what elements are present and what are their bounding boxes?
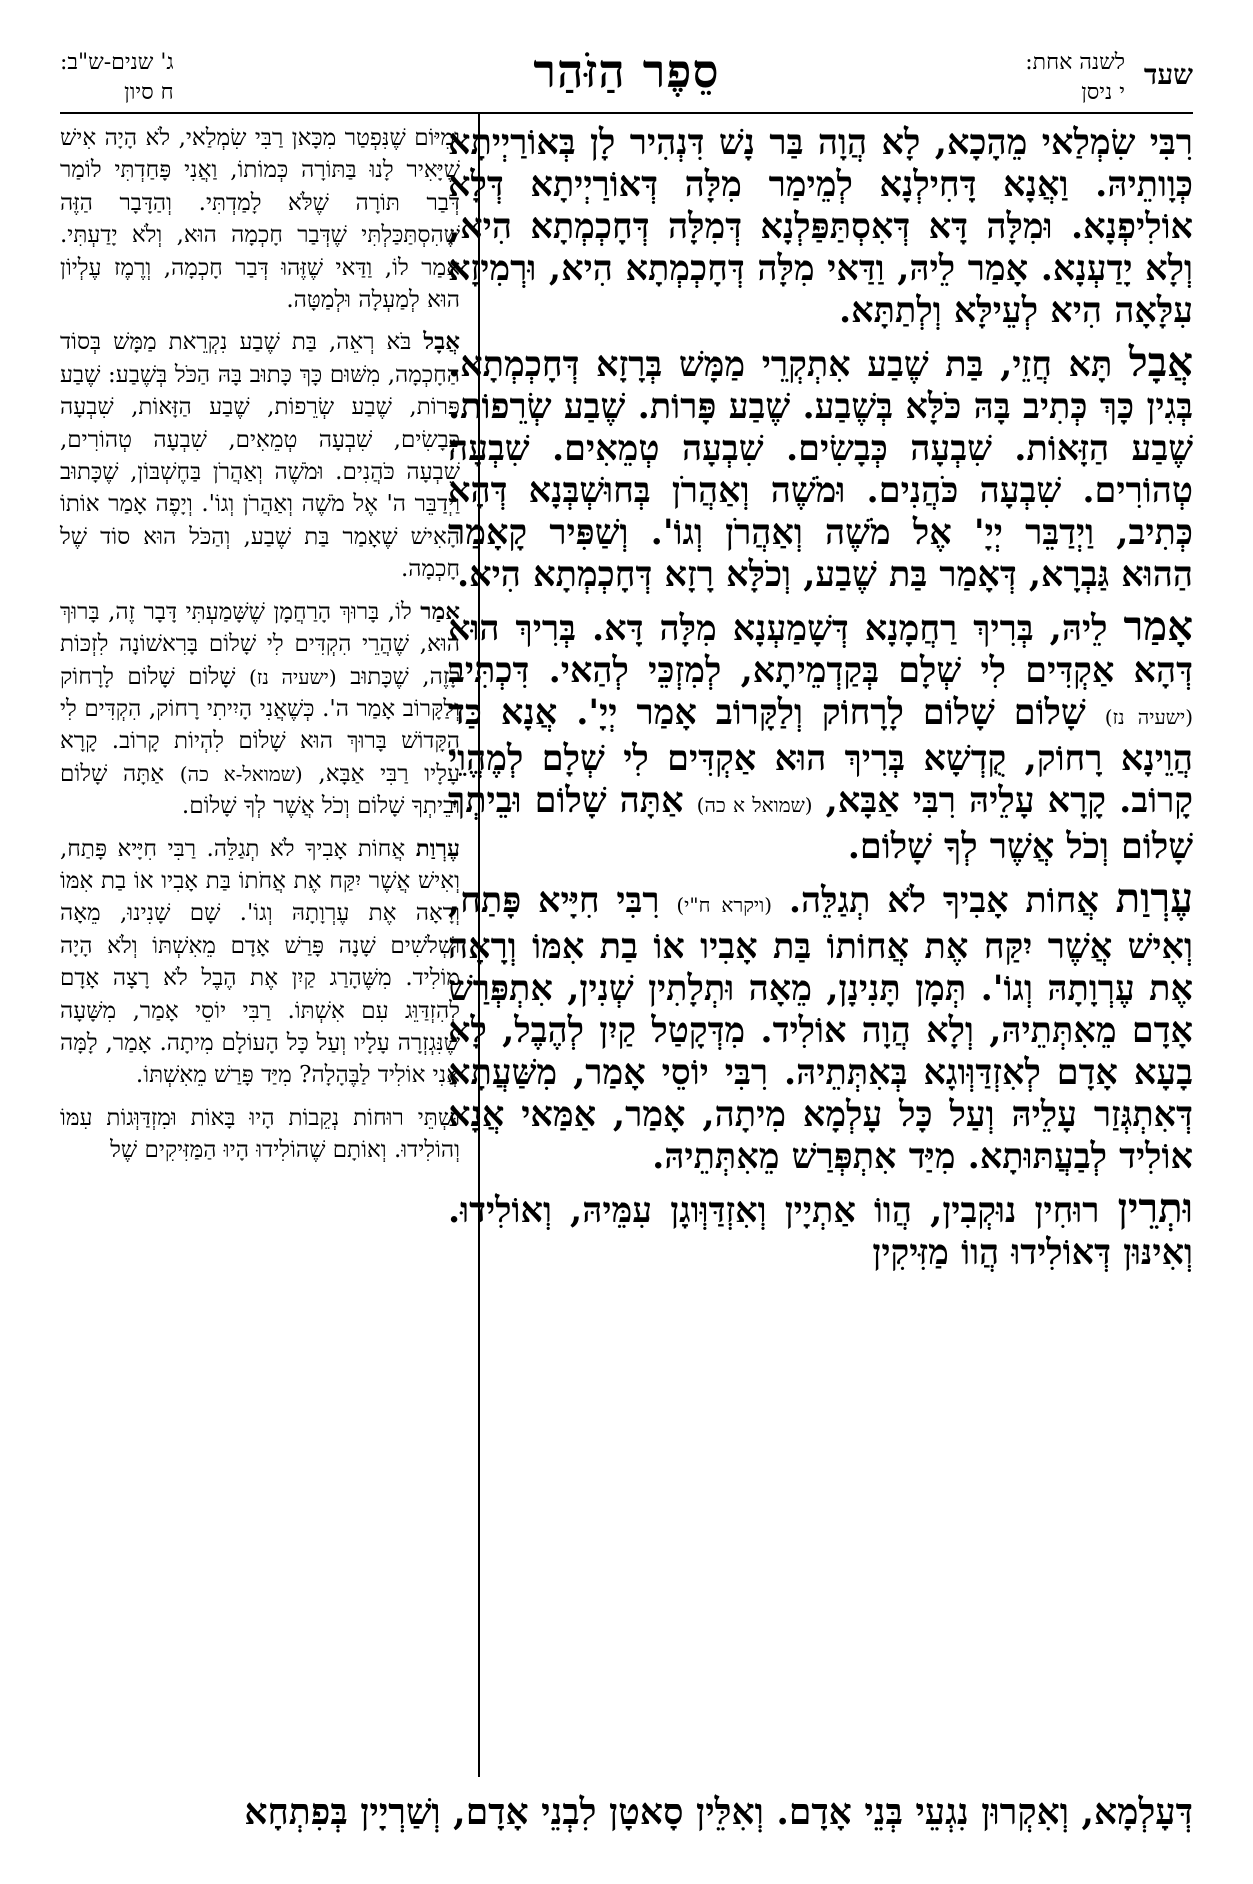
opening-word: וּתְרֵין bbox=[1117, 1185, 1193, 1232]
verse-reference: (שמואל-א כה) bbox=[179, 761, 303, 786]
schedule-line-2: י ניסן bbox=[1081, 80, 1125, 105]
main-text: שָׁלוֹם שָׁלוֹם לָרָחוֹק וְלַקָּרוֹב אָמַר יְיָ'. אֲנָא כַּד הֲוֵינָא רָחוֹק, קֻדְשָׁא בְּרִיךְ הוּא אַקְדִּים לִי שְׁלָם לְמֶהֱוֵי קָרוֹב. קָרָא עָלֵיהּ רִבִּי אַבָּא, bbox=[448, 692, 1193, 821]
main-paragraph-1 bbox=[448, 122, 1193, 332]
schedule-line-2: ח סיון bbox=[124, 80, 174, 105]
side-paragraph-5 bbox=[60, 1102, 460, 1167]
full-width-bottom-line: דְּעָלְמָא, וְאִקְרוּן נִגְעֵי בְּנֵי אָדָם. וְאִלֵּין סָאטָן לִבְנֵי אָדָם, וְשַׁרְיָין בְּפִתְחָא bbox=[244, 1791, 1193, 1833]
header-rule bbox=[60, 112, 1193, 114]
main-text: לֵיהּ, בְּרִיךְ רַחֲמָנָא דְּשָׁמַעְנָא מִלָּה דָּא. בְּרִיךְ הוּא דְּהָא אַקְדִּים לִי שְׁלָם בְּקַדְמֵיתָא, לְמִזְכֵּי לְהַאי. דִּכְתִּיב bbox=[448, 608, 1193, 691]
opening-word: אָמַר bbox=[1123, 603, 1193, 650]
side-text: בֹּא רְאֵה, בַּת שֶׁבַע נִקְרֵאת מַמָּשׁ בְּסוֹד הַחָכְמָה, מִשּׁוּם כָּךְ כָּתוּב בָּהּ הַכֹּל בְּשֶׁבַע: שֶׁבַע פָּרוֹת, שֶׁבַע שְׂרֵפוֹת, שֶׁבַע הַזָּאוֹת, שִׁבְעָה כְּבָשִׂים, שִׁבְעָה טְמֵאִים, שִׁבְעָה טְהוֹרִים, שִׁבְעָה כֹּהֲנִים. וּמֹשֶׁה וְאַהֲרֹן בַּחֶשְׁבּוֹן, שֶׁכָּתוּב וַיְדַבֵּר ה' אֶל מֹשֶׁה וְאַהֲרֹן וְגוֹ'. וְיָפֶה אָמַר אוֹתוֹ הָאִישׁ שֶׁאָמַר בַּת שֶׁבַע, וְהַכֹּל הוּא סוֹד שֶׁל חָכְמָה. bbox=[60, 329, 460, 583]
opening-word: אֲבָל bbox=[1128, 339, 1193, 386]
opening-word: אָמַר bbox=[420, 597, 460, 625]
page-number: שעד bbox=[1143, 58, 1193, 91]
verse-reference: (שמואל א כה) bbox=[696, 793, 813, 817]
verse-reference: (ויקרא ח"י) bbox=[676, 893, 773, 917]
side-paragraph-3 bbox=[60, 596, 460, 823]
main-text: תָּא חֲזֵי, בַּת שֶׁבַע אִתְקְרֵי מַמָּשׁ בְּרָזָא דְּחָכְמְתָא. בְּגִין כָּךְ כְּתִיב בָּהּ כֹּלָּא בְּשֶׁבַע. שֶׁבַע פָּרוֹת. שֶׁבַע שְׂרֵפוֹת. שֶׁבַע הַזָּאוֹת. שִׁבְעָה כְּבָשִׂים. שִׁבְעָה טְמֵאִים. שִׁבְעָה טְהוֹרִים. שִׁבְעָה כֹּהֲנִים. וּמֹשֶׁה וְאַהֲרֹן בְּחוּשְׁבְּנָא דְּהָא כְּתִיב, וַיְדַבֵּר יְיָ' אֶל מֹשֶׁה וְאַהֲרֹן וְגוֹ'. וְשַׁפִּיר קָאָמַר הַהוּא גַּבְרָא, דְּאָמַר בַּת שֶׁבַע, וְכֹלָּא רָזָא דְּחָכְמְתָא הִיא. bbox=[448, 344, 1193, 595]
page-header bbox=[60, 26, 1193, 112]
verse-reference: (ישעיה נז) bbox=[1104, 705, 1193, 729]
main-paragraph-2 bbox=[448, 339, 1193, 596]
main-paragraph-3 bbox=[448, 603, 1193, 868]
schedule-line-1: ג' שנים-ש"ב: bbox=[60, 50, 174, 75]
reading-schedule-right bbox=[60, 48, 174, 108]
column-divider bbox=[478, 114, 480, 1777]
main-text: רִבִּי שִׂמְלַאי מֵהָכָא, לָא הֲוָה בַּר נָשׁ דִּנְהִיר לָן בְּאוֹרַיְיתָא כְּוָותֵיהּ. וַאֲנָא דָּחִילְנָא לְמֵימַר מִלָּה דְּאוֹרַיְיתָא דְּלָא אוֹלִיפְנָא. וּמִלָּה דָּא דְּאִסְתַּפַּלְנָא דְּמִלָּה דְּחָכְמְתָא הִיא, וְלָא יָדַעְנָא. אָמַר לֵיהּ, וַדַּאי מִלָּה דְּחָכְמְתָא הִיא, וּרְמִיזָא עִלָּאָה הִיא לְעֵילָּא וְלְתַתָּא. bbox=[448, 122, 1193, 331]
side-text: וּשְׁתֵּי רוּחוֹת נְקֵבוֹת הָיוּ בָּאוֹת וּמִזְדַּוְּגוֹת עִמּוֹ וְהוֹלִידוּ. וְאוֹתָם שֶׁהוֹלִידוּ הָיוּ הַמַּזִּיקִים שֶׁל bbox=[60, 1104, 460, 1164]
opening-word: עֶרְוַת bbox=[1115, 875, 1193, 922]
opening-word: אֲבָל bbox=[423, 328, 460, 356]
side-paragraph-2 bbox=[60, 326, 460, 585]
side-paragraph-1 bbox=[60, 122, 460, 316]
side-text: לוֹ, בָּרוּךְ הָרַחֲמָן שֶׁשָּׁמַעְתִּי דָּבָר זֶה, בָּרוּךְ הוּא, שֶׁהֲרֵי הִקְדִּים לִי שָׁלוֹם בָּרִאשׁוֹנָה לִזְכּוֹת לָזֶה, שֶׁכָּתוּב bbox=[60, 598, 461, 690]
side-text: שָׁלוֹם שָׁלוֹם לָרָחוֹק וְלַקָּרוֹב אָמַר ה'. כְּשֶׁאֲנִי הָיִיתִי רָחוֹק, הִקְדִּים לִי הַקָּדוֹשׁ בָּרוּךְ הוּא שָׁלוֹם לִהְיוֹת קָרוֹב. קָרָא עָלָיו רַבִּי אַבָּא, bbox=[60, 663, 460, 787]
main-text: רִבִּי חִיָּיא פָּתַח, וְאִישׁ אֲשֶׁר יִקַּח אֶת אֲחוֹתוֹ בַּת אָבִיו אוֹ בַת אִמּוֹ וְרָאָה אֶת עֶרְוָתָהּ וְגוֹ'. תְּמָן תָּנִינָן, מֵאָה וּתְלָתִין שְׁנִין, אִתְפְּרַשׁ אָדָם מֵאִתְּתֵיהּ, וְלָא הֲוָה אוֹלִיד. מִדְּקָטַל קַיִן לְהֶבֶל, לָא בָעָא אָדָם לְאִזְדַּוְּוגָא בְּאִתְּתֵיהּ. רִבִּי יוֹסֵי אָמַר, מִשַּׁעֲתָא דְּאִתְגְּזַר עָלֵיהּ וְעַל כָּל עָלְמָא מִיתָה, אָמַר, אַמַּאי אֲנָא אוֹלִיד לְבַעֲתּוּתָא. מִיַּד אִתְפְּרַשׁ מֵאִתְּתֵיהּ. bbox=[448, 880, 1193, 1177]
side-text: אֲחוֹת אָבִיךָ לֹא תְגַלֵּה. רַבִּי חִיָּיא פָּתַח, וְאִישׁ אֲשֶׁר יִקַּח אֶת אֲחֹתוֹ בַּת אָבִיו אוֹ בַת אִמּוֹ וְרָאָה אֶת עֶרְוָתָהּ וְגוֹ'. שָׁם שָׁנִינוּ, מֵאָה וּשְׁלֹשִׁים שָׁנָה פָּרַשׁ אָדָם מֵאִשְׁתּוֹ וְלֹא הָיָה מוֹלִיד. מִשֶּׁהָרַג קַיִן אֶת הֶבֶל לֹא רָצָה אָדָם לְהִזְדַּוֵּג עִם אִשְׁתּוֹ. רַבִּי יוֹסֵי אָמַר, מִשָּׁעָה שֶׁנִּגְזְרָה עָלָיו וְעַל כָּל הָעוֹלָם מִיתָה. אָמַר, לָמָּה אֲנִי אוֹלִיד לַבֶּהָלָה? מִיַּד פָּרַשׁ מֵאִשְׁתּוֹ. bbox=[60, 835, 460, 1089]
side-text: אַתָּה שָׁלוֹם וּבֵיתְךָ שָׁלוֹם וְכֹל אֲשֶׁר לְךָ שָׁלוֹם. bbox=[60, 760, 460, 820]
main-paragraph-5 bbox=[448, 1185, 1193, 1274]
main-text: אַתָּה שָׁלוֹם וּבֵיתְךָ שָׁלוֹם וְכֹל אֲשֶׁר לְךָ שָׁלוֹם. bbox=[448, 780, 1193, 867]
main-text: אֲחוֹת אָבִיךָ לֹא תְגַלֵּה. bbox=[772, 880, 1116, 921]
schedule-line-1: לשנה אחת: bbox=[1025, 50, 1125, 75]
hebrew-translation-column bbox=[60, 122, 460, 1177]
aramaic-main-column bbox=[448, 122, 1193, 1284]
side-text: וּמִיּוֹם שֶׁנִּפְטַר מִכָּאן רַבִּי שִׂמְלַאי, לֹא הָיָה אִישׁ שֶׁיָּאִיר לָנוּ בַּתּוֹרָה כְּמוֹתוֹ, וַאֲנִי פָּחַדְתִּי לוֹמַר דְּבַר תּוֹרָה שֶׁלֹּא לָמַדְתִּי. וְהַדָּבָר הַזֶּה שֶׁהִסְתַּכַּלְתִּי שֶׁדְּבַר חָכְמָה הוּא, וְלֹא יָדַעְתִּי. אָמַר לוֹ, וַדַּאי שֶׁזֶּהוּ דְּבַר חָכְמָה, וְרֶמֶז עֶלְיוֹן הוּא לְמַעְלָה וּלְמַטָּה. bbox=[60, 125, 460, 314]
verse-reference: (ישעיה נז) bbox=[249, 664, 337, 689]
book-title: סֵפֶר הַזֹּהַר bbox=[533, 44, 720, 98]
side-paragraph-4 bbox=[60, 833, 460, 1092]
opening-word: עֶרְוַת bbox=[415, 834, 460, 862]
main-text: רוּחִין נוּקְבִין, הֲווֹ אַתְיָין וְאִזְדַּוְּוגָן עִמֵּיהּ, וְאוֹלִידוּ. וְאִינּוּן דְּאוֹלִידוּ הֲווֹ מַזִּיקִין bbox=[448, 1190, 1193, 1273]
main-paragraph-4 bbox=[448, 875, 1193, 1178]
